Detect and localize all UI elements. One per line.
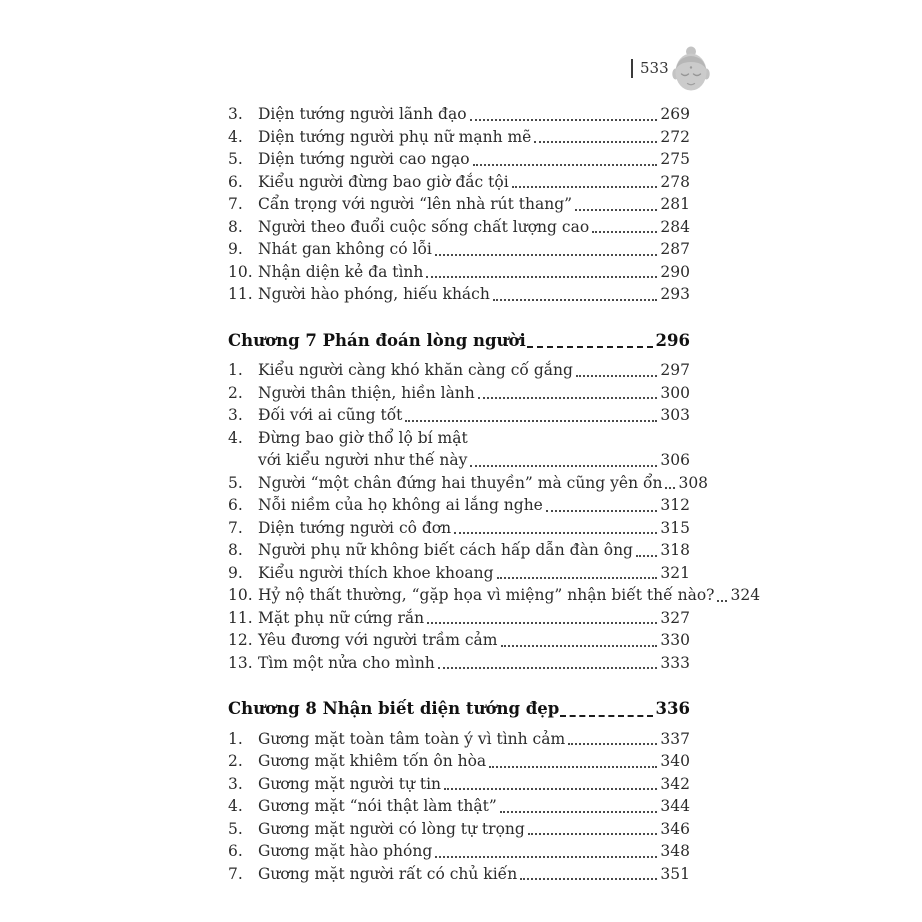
toc-item	[228, 103, 690, 126]
item-number: 1.	[228, 729, 243, 748]
chapter-page: 336	[655, 699, 690, 718]
item-number: 4.	[228, 797, 243, 815]
item-number: 12.	[228, 631, 253, 649]
dash-leader	[527, 346, 653, 348]
page-number: 533	[631, 59, 669, 78]
item-number: 6.	[228, 842, 243, 860]
item-title: Người phụ nữ không biết cách hấp dẫn đàn ông	[258, 541, 633, 559]
dot-leader	[528, 833, 658, 835]
item-title: Hỷ nộ thất thường, “gặp họa vì miệng” nhận biết thế nào?	[258, 586, 715, 604]
item-page: 269	[660, 105, 690, 123]
item-title: Nhát gan không có lỗi	[258, 240, 432, 258]
dot-leader	[478, 397, 658, 399]
dot-leader	[500, 811, 658, 813]
chapter-page: 296	[655, 330, 690, 350]
item-title: Yêu đương với người trầm cảm	[258, 631, 498, 649]
item-number: 10.	[228, 586, 253, 604]
toc-item	[228, 539, 690, 562]
item-number: 2.	[228, 752, 243, 770]
item-page: 330	[660, 631, 690, 649]
item-page: 344	[660, 797, 690, 815]
dot-leader	[438, 667, 658, 669]
item-title: Nỗi niềm của họ không ai lắng nghe	[258, 496, 543, 514]
toc-item	[228, 840, 690, 863]
toc-item	[228, 148, 690, 171]
dot-leader	[512, 186, 658, 188]
dot-leader	[489, 766, 657, 768]
dot-leader	[575, 209, 657, 211]
toc-item	[228, 818, 690, 841]
item-page: 308	[678, 473, 709, 492]
item-number: 10.	[228, 262, 253, 281]
item-title: Diện tướng người phụ nữ mạnh mẽ	[258, 127, 532, 146]
item-page: 293	[660, 285, 690, 303]
item-title: Nhận diện kẻ đa tình	[258, 262, 424, 281]
item-title: Người “một chân đứng hai thuyền” mà cũng yên ổn	[258, 473, 663, 492]
toc-item	[228, 216, 690, 239]
dot-leader	[426, 276, 657, 278]
item-title: Diện tướng người cao ngạo	[258, 150, 470, 168]
dot-leader	[454, 532, 657, 534]
item-page: 318	[660, 541, 690, 559]
item-page: 278	[660, 172, 690, 191]
dot-leader	[497, 577, 658, 579]
dot-leader	[665, 487, 675, 489]
dot-leader	[473, 164, 658, 166]
item-number: 13.	[228, 653, 253, 672]
item-title: Đối với ai cũng tốt	[258, 406, 403, 424]
item-page: 287	[660, 240, 690, 258]
toc-item	[228, 261, 690, 284]
item-number: 11.	[228, 285, 253, 303]
item-title: Người theo đuổi cuộc sống chất lượng cao	[258, 217, 590, 236]
dot-leader	[427, 622, 657, 624]
toc-item	[228, 584, 761, 607]
item-page: 348	[660, 842, 690, 860]
item-number: 4.	[228, 428, 243, 447]
item-page: 342	[660, 774, 690, 793]
toc-item-continuation	[228, 449, 690, 472]
item-page: 306	[660, 451, 690, 469]
item-number: 7.	[228, 195, 243, 213]
dot-leader	[444, 788, 657, 790]
toc-item	[228, 517, 690, 540]
chapter-heading	[228, 698, 690, 721]
item-page: 275	[660, 150, 690, 168]
dot-leader	[520, 878, 657, 880]
item-page: 303	[660, 406, 690, 424]
item-page: 297	[660, 361, 690, 379]
item-page: 272	[660, 127, 690, 146]
buddha-icon	[668, 44, 714, 94]
item-title: Cẩn trọng với người “lên nhà rút thang”	[258, 195, 573, 213]
item-page: 315	[660, 518, 690, 537]
dot-leader	[501, 645, 658, 647]
item-number: 4.	[228, 127, 243, 146]
item-number: 3.	[228, 105, 243, 123]
toc-item	[228, 750, 690, 773]
chapter-title: Chương 7 Phán đoán lòng người	[228, 330, 526, 350]
item-page: 351	[660, 864, 690, 883]
item-page: 300	[660, 383, 690, 402]
item-number: 5.	[228, 819, 243, 838]
dash-leader	[560, 715, 652, 717]
toc-item	[228, 607, 690, 630]
dot-leader	[470, 119, 658, 121]
item-number: 8.	[228, 217, 243, 236]
item-page: 324	[730, 586, 761, 604]
item-title: Người thân thiện, hiền lành	[258, 383, 475, 402]
dot-leader	[435, 856, 657, 858]
item-number: 5.	[228, 150, 243, 168]
chapter-title: Chương 8 Nhận biết diện tướng đẹp	[228, 699, 560, 718]
dot-leader	[546, 510, 658, 512]
item-title: Đừng bao giờ thổ lộ bí mật	[258, 428, 468, 447]
dot-leader	[493, 299, 658, 301]
item-number: 3.	[228, 406, 243, 424]
item-number: 9.	[228, 240, 243, 258]
item-number: 7.	[228, 864, 243, 883]
item-number: 8.	[228, 541, 243, 559]
dot-leader	[405, 420, 657, 422]
item-title: Gương mặt người có lòng tự trọng	[258, 819, 525, 838]
dot-leader	[435, 254, 658, 256]
item-page: 327	[660, 608, 690, 627]
item-page: 346	[660, 819, 690, 838]
item-page: 337	[660, 729, 690, 748]
toc-item	[228, 193, 690, 216]
item-number: 6.	[228, 496, 243, 514]
item-title: Kiểu người thích khoe khoang	[258, 563, 494, 582]
dot-leader	[717, 600, 727, 602]
dot-leader	[592, 231, 657, 233]
item-page: 321	[660, 563, 690, 582]
toc-item	[228, 728, 690, 751]
chapter-heading	[228, 330, 690, 353]
toc-item	[228, 283, 690, 306]
toc-item	[228, 652, 690, 675]
toc-item	[228, 171, 690, 194]
table-of-contents	[228, 103, 761, 885]
item-number: 2.	[228, 383, 243, 402]
toc-item	[228, 795, 690, 818]
toc-item	[228, 494, 690, 517]
item-title: Gương mặt toàn tâm toàn ý vì tình cảm	[258, 729, 566, 748]
item-number: 11.	[228, 608, 253, 627]
toc-item	[228, 863, 690, 886]
item-title: Gương mặt hào phóng	[258, 842, 433, 860]
toc-item	[228, 359, 690, 382]
item-title: với kiểu người như thế này	[258, 451, 468, 469]
item-title: Gương mặt “nói thật làm thật”	[258, 797, 497, 815]
item-title: Diện tướng người cô đơn	[258, 518, 452, 537]
item-title: Kiểu người càng khó khăn càng cố gắng	[258, 361, 573, 379]
dot-leader	[568, 743, 657, 745]
item-title: Diện tướng người lãnh đạo	[258, 105, 467, 123]
toc-item	[228, 382, 690, 405]
item-title: Mặt phụ nữ cứng rắn	[258, 608, 425, 627]
item-title: Kiểu người đừng bao giờ đắc tội	[258, 172, 509, 191]
item-number: 9.	[228, 563, 243, 582]
item-number: 3.	[228, 774, 243, 793]
item-title: Tìm một nửa cho mình	[258, 653, 435, 672]
toc-item	[228, 126, 690, 149]
item-title: Người hào phóng, hiếu khách	[258, 285, 490, 303]
item-page: 281	[660, 195, 690, 213]
item-number: 1.	[228, 361, 243, 379]
item-number: 5.	[228, 473, 243, 492]
item-number: 6.	[228, 172, 243, 191]
item-title: Gương mặt khiêm tốn ôn hòa	[258, 752, 487, 770]
toc-item	[228, 773, 690, 796]
toc-item	[228, 427, 690, 450]
toc-item	[228, 562, 690, 585]
toc-item	[228, 629, 690, 652]
item-page: 312	[660, 496, 690, 514]
dot-leader	[534, 141, 657, 143]
item-page: 284	[660, 217, 690, 236]
toc-item	[228, 238, 690, 261]
dot-leader	[470, 465, 657, 467]
dot-leader	[576, 375, 657, 377]
item-title: Gương mặt người tự tin	[258, 774, 442, 793]
toc-item	[228, 472, 709, 495]
item-title: Gương mặt người rất có chủ kiến	[258, 864, 518, 883]
item-number: 7.	[228, 518, 243, 537]
toc-item	[228, 404, 690, 427]
item-page: 333	[660, 653, 690, 672]
item-page: 340	[660, 752, 690, 770]
dot-leader	[636, 555, 657, 557]
item-page: 290	[660, 262, 690, 281]
